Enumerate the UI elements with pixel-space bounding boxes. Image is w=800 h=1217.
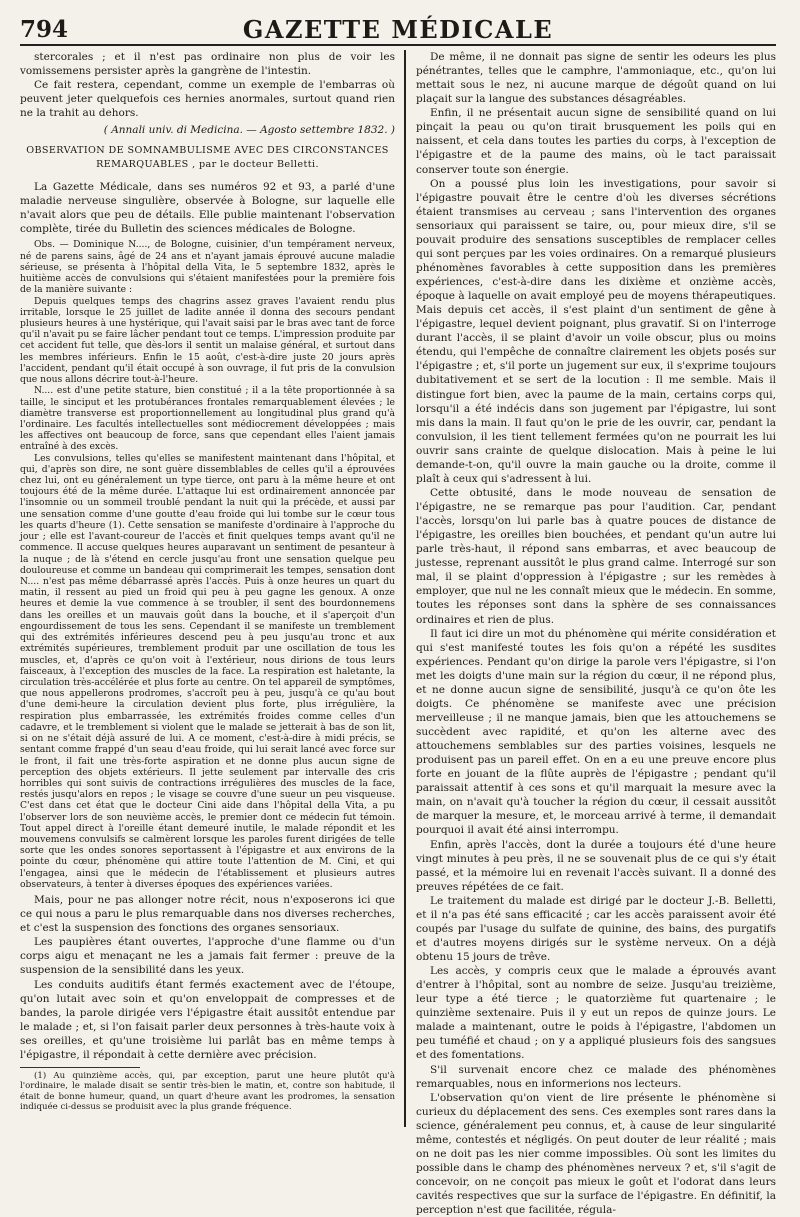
paragraph: Ce fait restera, cependant, comme un exemple de l'embarras où peuvent jeter quelquefois ces hernies anormales, surtout quand rien ne la trahit au dehors. — [20, 79, 395, 120]
observation-paragraph: Les convulsions, telles qu'elles se manifestent maintenant dans l'hôpital, et qui, d'après son dire, ne sont guère dissemblables de celles qu'il a éprouvées chez lui, ont eu généralement un type tierce, ont paru à la même heure et ont toujours été de la même durée. L'attaque lui est ordinairement annoncée par l'insomnie ou un sommeil troublé pendant la nuit qui la précède, et aussi par une sensation comme d'une goutte d'eau froide qui lui tombe sur le cœur tous les quarts d'heure (1). Cette sensation se manifeste d'ordinaire à l'approche du jour ; elle est l'avant-coureur de l'accès et finit quelques temps avant qu'il ne commence. Il accuse quelques heures auparavant un sentiment de pesanteur à la nuque ; de là s'étend en cercle jusqu'au front une sensation quelque peu douloureuse et comme un bandeau qui comprimerait les tempes, sensation dont N.... n'est pas même débarrassé après l'accès. Puis à onze heures un quart du matin, il ressent au pied un froid qui peu à peu gagne les genoux. A onze heures et demie la vue commence à se troubler, il sent des bourdonnemens dans les oreilles et un mauvais goût dans la bouche, et il s'aperçoit d'un engourdissement de tous les sens. Cependant il se manifeste un tremblement qui des extrémités inférieures descend peu à peu jusqu'au tronc et aux extrémités supérieures, tremblement produit par une oscillation de tous les muscles, et, d'après ce qu'on voit à l'extérieur, nous dirions de tous leurs faisceaux, à l'exception des muscles de la face. La respiration est haletante, la circulation très-accélérée et plus forte au centre. On tel appareil de symptômes, que nous appellerons prodromes, s'accroît peu à peu, jusqu'à ce qu'au bout d'une demi-heure la circulation devient plus forte, plus irrégulière, la respiration plus embarrassée, les extrémités froides comme celles d'un cadavre, et le tremblement si violent que le malade se jetterait à bas de son lit, si on ne s'était déjà assuré de lui. A ce moment, c'est-à-dire à midi précis, se sentant comme frappé d'un seau d'eau froide, qui lui serait lancé avec force sur le front, il fait une très-forte aspiration et ne donne plus aucun signe de perception des objets extérieurs. Il jette seulement par intervalle des cris horribles qui sont suivis de contractions irrégulières des muscles de la face, restés jusqu'alors en repos ; le visage se couvre d'une sueur un peu visqueuse. C'est dans cet état que le docteur Cini aide dans l'hôpital della Vita, a pu l'observer lors de son neuvième accès, le premier dont ce médecin fut témoin. Tout appel direct à l'oreille étant demeuré inutile, le malade répondit et les mouvemens convulsifs se calmèrent lorsque les paroles furent dirigées de telle sorte que les ondes sonores seportassent à l'épigastre et aux environs de la pointe du cœur, phénomène qui attire toute l'attention de M. Cini, et qui l'engagea, ainsi que le médecin de l'établissement et plusieurs autres observateurs, à tenter à diverses époques des expériences variées. — [20, 452, 395, 890]
paragraph: Les conduits auditifs étant fermés exactement avec de l'étoupe, qu'on lutait avec soin et qu'on enveloppait de compresses et de bandes, la parole dirigée vers l'épigastre était aussitôt entendue par le malade ; et, si l'on faisait parler deux personnes à très-haute voix à ses oreilles, et qu'une troisième lui parlât bas en même temps à l'épigastre, il répondait à cette dernière avec précision. — [20, 978, 395, 1061]
footnote: (1) Au quinzième accès, qui, par exception, parut une heure plutôt qu'à l'ordinaire, le malade disait se sentir très-bien le matin, et, contre son habitude, il était de bonne humeur, quand, un quart d'heure avant les prodromes, la sensation indiquée ci-dessus se produisit avec la plus grande fréquence. — [20, 1070, 395, 1112]
paragraph: Enfin, après l'accès, dont la durée a toujours été d'une heure vingt minutes à peu près, il ne se souvenait plus de ce qui s'y était passé, et la mémoire lui en revenait l'accès suivant. Il a donné des preuves répétées de ce fait. — [416, 838, 776, 893]
journal-title: GAZETTE MÉDICALE — [242, 15, 554, 44]
paragraph: On a poussé plus loin les investigations, pour savoir si l'épigastre pouvait être le centre d'où les diverses sécrétions étaient transmises au cerveau ; sans l'intervention des organes sensoriaux qui paraissent se taire, ou, pour mieux dire, s'il se pouvait produire des sensations susceptibles de remplacer celles qui sont perçues par les voies ordinaires. On a remarqué plusieurs phénomènes favorables à cette supposition dans les premières expériences, c'est-à-dire dans les dixième et onzième accès, époque à laquelle on avait employé peu de moyens thérapeutiques. Mais depuis cet accès, il s'est plaint d'un sentiment de gêne à l'épigastre, lequel devient poignant, plus gravatif. Si on l'interroge durant l'accès, il se plaint d'avoir un voile obscur, plus ou moins étendu, qui l'empêche de connaître clairement les objets posés sur l'épigastre ; et, s'il porte un jugement sur eux, il s'exprime toujours dubitativement et se sert de la locution : Il me semble. Mais il distingue fort bien, avec la paume de la main, certains corps qui, lorsqu'il a été indécis dans son jugement par l'épigastre, lui sont mis dans la main. Il faut qu'on le prie de les ouvrir, car, pendant la convulsion, il les tient tellement fermées qu'on ne pourrait les lui ouvrir sans crainte de quelque dislocation. Mais à peine le lui demande-t-on, qu'il ouvre la main gauche ou la droite, comme il plaît à ceux qui s'adressent à lui. — [416, 177, 776, 485]
intro-paragraph: La Gazette Médicale, dans ses numéros 92 et 93, a parlé d'une maladie nerveuse singulière, observée à Bologne, sur laquelle elle n'avait alors que peu de détails. Elle publie maintenant l'observation complète, tirée du Bulletin des sciences médicales de Bologne. — [20, 181, 395, 236]
observation-paragraph: Depuis quelques temps des chagrins assez graves l'avaient rendu plus irritable, lorsque le 25 juillet de ladite année il donna des secours pendant plusieurs heures à une hystérique, qui l'avait saisi par le bras avec tant de force qu'il n'avait pu se faire lâcher pendant tout ce temps. L'impression produite par cet accident fut telle, que dès-lors il sentit un malaise général, et surtout dans les membres inférieurs. Enfin le 15 août, c'est-à-dire juste 20 jours après l'accident, pendant qu'il était occupé à son ouvrage, il fut pris de la convulsion que nous allons décrire tout-à-l'heure. — [20, 295, 395, 386]
article-columns — [20, 50, 776, 1217]
section-heading: OBSERVATION DE SOMNAMBULISME AVEC DES CIRCONSTANCES REMARQUABLES , par le docteur Belletti. — [26, 145, 389, 171]
citation: ( Annali univ. di Medicina. — Agosto settembre 1832. ) — [103, 124, 395, 137]
page-number: 794 — [20, 16, 69, 43]
paragraph: De même, il ne donnait pas signe de sentir les odeurs les plus pénétrantes, telles que le camphre, l'ammoniaque, etc., qu'on lui mettait sous le nez, ni aucune marque de dégoût quand on lui plaçait sur la langue des substances désagréables. — [416, 51, 776, 106]
left-column — [20, 50, 404, 1127]
paragraph: Les paupières étant ouvertes, l'approche d'une flamme ou d'un corps aigu et menaçant ne les a jamais fait fermer : preuve de la suspension de la sensibilité dans les yeux. — [20, 936, 395, 977]
paragraph: Le traitement du malade est dirigé par le docteur J.-B. Belletti, et il n'a pas été sans efficacité ; car les accès paraissent avoir été coupés par l'usage du sulfate de quinine, des bains, des purgatifs et d'autres moyens dirigés sur le système nerveux. On a déjà obtenu 15 jours de trêve. — [416, 894, 776, 963]
page-header — [20, 14, 776, 46]
paragraph: L'observation qu'on vient de lire présente le phénomène si curieux du déplacement des sens. Ces exemples sont rares dans la science, généralement peu connus, et, à cause de leur singularité même, contestés et négligés. On peut douter de leur réalité ; mais on ne doit pas les nier comme impossibles. Où sont les limites du possible dans le champ des phénomènes nerveux ? et, s'il s'agit de concevoir, on ne conçoit pas mieux le goût et l'odorat dans leurs cavités respectives que sur la surface de l'épigastre. En définitif, la perception n'est que facilitée, régula- — [416, 1091, 776, 1217]
paragraph: Enfin, il ne présentait aucun signe de sensibilité quand on lui pinçait la peau ou qu'on tirait brusquement les poils qui en naissent, et cela dans toutes les parties du corps, à l'exception de l'épigastre et de la paume des mains, où le tact paraissait conserver toute son énergie. — [416, 107, 776, 176]
observation-paragraph: Obs. — Dominique N...., de Bologne, cuisinier, d'un tempérament nerveux, né de parens sains, âgé de 24 ans et n'ayant jamais éprouvé aucune maladie sérieuse, se présenta à l'hôpital della Vita, le 5 septembre 1832, après le huitième accès de convulsions qui s'étaient manifestées pour la première fois de la manière suivante : — [20, 239, 395, 296]
paragraph: Cette obtusité, dans le mode nouveau de sensation de l'épigastre, ne se remarque pas pour l'audition. Car, pendant l'accès, lorsqu'on lui parle bas à quatre pouces de distance de l'épigastre, les oreilles bien bouchées, et pendant qu'un autre lui parle très-haut, il répond sans embarras, et avec beaucoup de justesse, reprenant aussitôt le plus grand calme. Interrogé sur son mal, il se plaint d'oppression à l'épigastre ; sur les remèdes à employer, que nul ne les connaît mieux que le médecin. En somme, toutes les réponses sont dans la sphère de ses connaissances ordinaires et rien de plus. — [416, 486, 776, 626]
paragraph: stercorales ; et il n'est pas ordinaire non plus de voir les vomissemens persister après la gangrène de l'intestin. — [20, 51, 395, 78]
observation-paragraph: N.... est d'une petite stature, bien constitué ; il a la tête proportionnée à sa taille, le sinciput et les protubérances frontales remarquablement élevées ; le diamètre transverse est proportionnellement au longitudinal plus grand qu'à l'ordinaire. Les facultés intellectuelles sont médiocrement développées ; mais les affectives ont beaucoup de force, sans que cependant elles l'aient jamais entraîné à des excès. — [20, 385, 395, 453]
footnote-divider — [20, 1067, 140, 1068]
paragraph: Mais, pour ne pas allonger notre récit, nous n'exposerons ici que ce qui nous a paru le plus remarquable dans nos diverses recherches, et c'est la suspension des fonctions des organes sensoriaux. — [20, 894, 395, 935]
paragraph: Les accès, y compris ceux que le malade a éprouvés avant d'entrer à l'hôpital, sont au nombre de seize. Jusqu'au treizième, leur type a été tierce ; le quatorzième fut quartenaire ; le quinzième sextenaire. Puis il y eut un repos de quinze jours. Le malade a maintenant, outre le poids à l'épigastre, l'abdomen un peu tuméfié et chaud ; on y a appliqué plusieurs fois des sangsues et des fomentations. — [416, 965, 776, 1062]
paragraph: Il faut ici dire un mot du phénomène qui mérite considération et qui s'est manifesté toutes les fois qu'on a répété les susdites expériences. Pendant qu'on dirige la parole vers l'épigastre, si l'on met les doigts d'une main sur la région du cœur, il ne répond plus, et ne donne aucun signe de sensibilité, jusqu'à ce qu'on ôte les doigts. Ce phénomène se manifeste avec une précision merveilleuse ; il ne manque jamais, bien que les attouchemens se succèdent avec rapidité, et qu'on les alterne avec des attouchemens semblables sur des parties voisines, lesquels ne produisent pas un pareil effet. On en a eu une preuve encore plus forte en jouant de la flûte auprès de l'épigastre ; pendant qu'il paraissait attentif à ces sons et qu'il marquait la mesure avec la main, on n'avait qu'à toucher la région du cœur, il cessait aussitôt de marquer la mesure, et, le morceau arrivé à terme, il demandait pourquoi il avait été ainsi interrompu. — [416, 627, 776, 837]
paragraph: S'il survenait encore chez ce malade des phénomènes remarquables, nous en informerions nos lecteurs. — [416, 1063, 776, 1090]
right-column — [406, 50, 776, 1217]
